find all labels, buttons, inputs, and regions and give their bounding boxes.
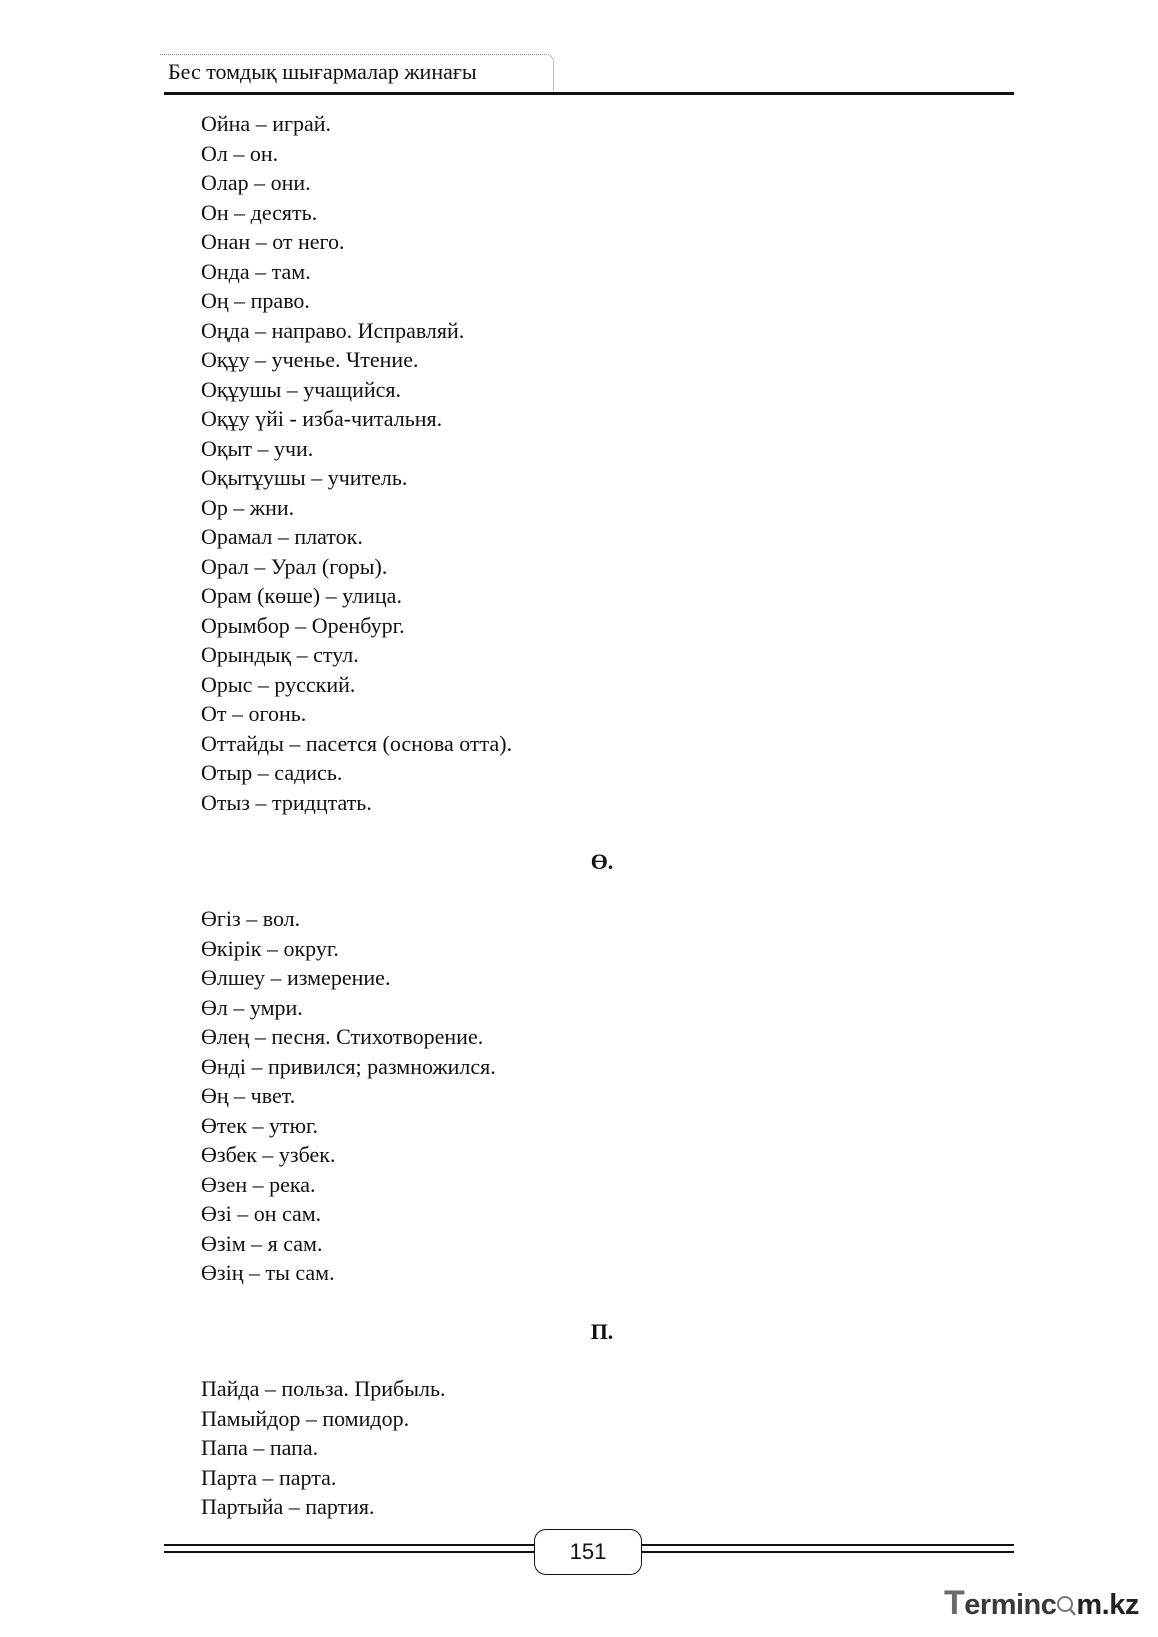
dictionary-entry: Оттайды – пасется (основа отта).: [201, 730, 513, 756]
dictionary-entry: Орымбор – Оренбург.: [201, 612, 405, 638]
dictionary-entry: Оңда – направо. Исправляй.: [201, 317, 465, 343]
dictionary-entry: Өкірік – округ.: [201, 935, 339, 961]
dictionary-entry: Партыйа – партия.: [201, 1494, 375, 1519]
dictionary-entry: Орам (көше) – улица.: [201, 583, 402, 608]
dictionary-entry: Өзі – он сам.: [201, 1201, 322, 1226]
dictionary-entry: Өгіз – вол.: [201, 906, 301, 931]
dictionary-entry: Өтек – утюг.: [201, 1112, 319, 1138]
footer-rule-right-bottom: [638, 1551, 1014, 1553]
dictionary-entry: Ол – он.: [201, 140, 279, 166]
dictionary-entry: Орамал – платок.: [201, 524, 363, 549]
dictionary-entry: Олар – они.: [201, 170, 311, 195]
dictionary-entry: Онда – там.: [201, 258, 311, 284]
footer-rule-left-bottom: [164, 1551, 536, 1553]
dictionary-entry: Оқыт – учи.: [201, 435, 314, 461]
watermark-text-a: erminc: [964, 1589, 1057, 1621]
footer-rule-right-top: [638, 1544, 1014, 1546]
watermark-logo: [944, 1584, 1144, 1624]
watermark-text-b: m.kz: [1076, 1589, 1139, 1621]
dictionary-entry: Оқұу үйі - изба-читальня.: [201, 406, 443, 431]
dictionary-entry: Өзің – ты сам.: [201, 1260, 335, 1285]
dictionary-entry: Онан – от него.: [201, 229, 345, 254]
watermark-letter: T: [944, 1584, 965, 1622]
dictionary-entry: Орыс – русский.: [201, 671, 356, 697]
dictionary-entry: Өлең – песня. Стихотворение.: [201, 1024, 484, 1049]
dictionary-entry: Отыр – садись.: [201, 760, 343, 785]
running-header-title: Бес томдық шығармалар жинағы: [168, 59, 477, 84]
dictionary-entry: Оқұу – ученье. Чтение.: [201, 347, 419, 372]
section-heading-p: П.: [590, 1319, 614, 1344]
dictionary-entry: От – огонь.: [201, 701, 307, 726]
magnifier-icon: [1056, 1595, 1076, 1617]
dictionary-entry: Парта – парта.: [201, 1464, 337, 1490]
dictionary-entry: Орал – Урал (горы).: [201, 553, 388, 579]
dictionary-entry: Он – десять.: [201, 199, 318, 225]
footer-rule-left-top: [164, 1544, 536, 1546]
header-rule: [164, 92, 1014, 95]
dictionary-entry: Отыз – тридцтать.: [201, 789, 372, 815]
dictionary-entry: Өл – умри.: [201, 994, 303, 1020]
dictionary-entry: Памыйдор – помидор.: [201, 1405, 410, 1431]
dictionary-entry: Орындық – стул.: [201, 642, 359, 667]
dictionary-entry: Өзім – я сам.: [201, 1230, 323, 1256]
dictionary-entry: Өзен – река.: [201, 1171, 316, 1197]
dictionary-entry: Ор – жни.: [201, 494, 295, 520]
dictionary-entry: Оң – право.: [201, 288, 310, 313]
dictionary-entry: Өзбек – узбек.: [201, 1142, 336, 1167]
dictionary-entry: Оқытұушы – учитель.: [201, 465, 408, 490]
dictionary-entry: Өлшеу – измерение.: [201, 965, 391, 990]
dictionary-entry: Пайда – польза. Прибыль.: [201, 1376, 446, 1401]
entry-list-o: [201, 109, 512, 817]
page-number: 151: [534, 1529, 642, 1575]
dictionary-entry: Папа – папа.: [201, 1435, 319, 1460]
dictionary-entry: Өң – чвет.: [201, 1083, 296, 1108]
section-heading-oe: Ө.: [590, 849, 614, 874]
dictionary-entry: Ойна – играй.: [201, 111, 332, 136]
dictionary-entry: Оқұушы – учащийся.: [201, 376, 401, 402]
dictionary-entry: Өнді – привился; размножился.: [201, 1053, 496, 1079]
entry-list-p: [201, 1374, 445, 1522]
entry-list-oe: [201, 904, 496, 1288]
